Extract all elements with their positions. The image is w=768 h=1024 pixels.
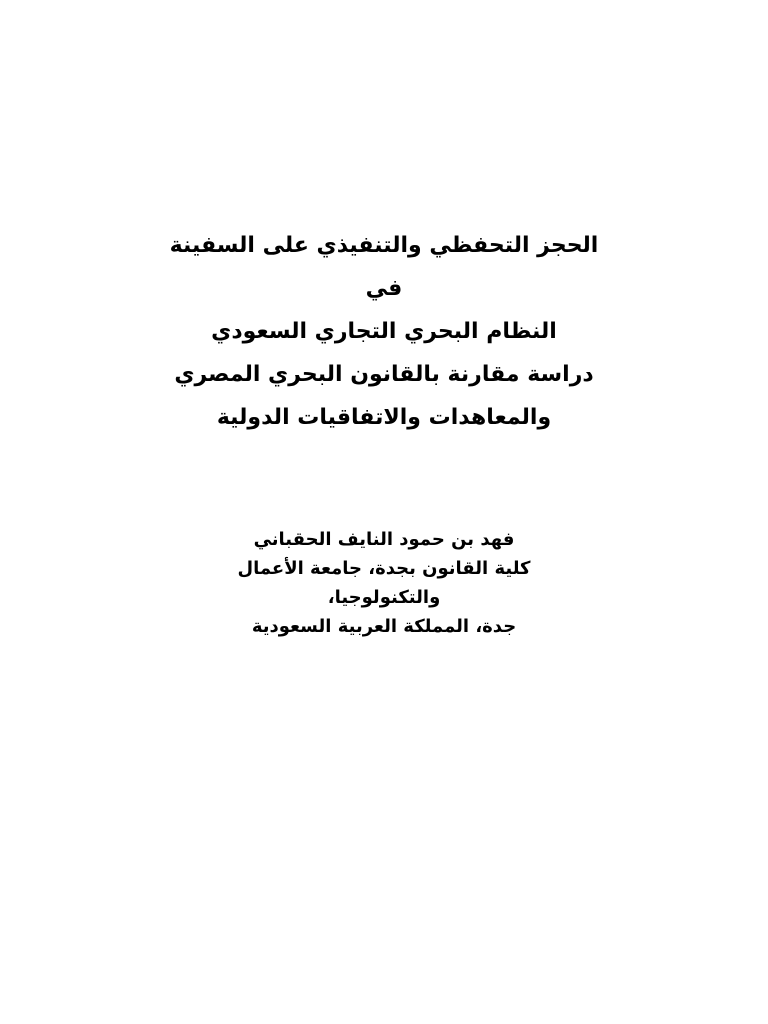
title-line-5: والمعاهدات والاتفاقيات الدولية <box>216 405 552 430</box>
author-affiliation-line-1: كلية القانون بجدة، جامعة الأعمال <box>237 558 531 579</box>
author-block <box>84 525 684 641</box>
title-line-4: دراسة مقارنة بالقانون البحري المصري <box>174 362 594 387</box>
title-line-2: في <box>365 276 403 301</box>
title-line-3: النظام البحري التجاري السعودي <box>211 319 557 344</box>
author-affiliation-line-2: والتكنولوجيا، <box>327 587 441 608</box>
title-line-1: الحجز التحفظي والتنفيذي على السفينة <box>169 233 599 258</box>
author-name: فهد بن حمود النايف الحقباني <box>253 529 515 550</box>
title-block <box>84 224 684 439</box>
author-location: جدة، المملكة العربية السعودية <box>251 616 517 637</box>
